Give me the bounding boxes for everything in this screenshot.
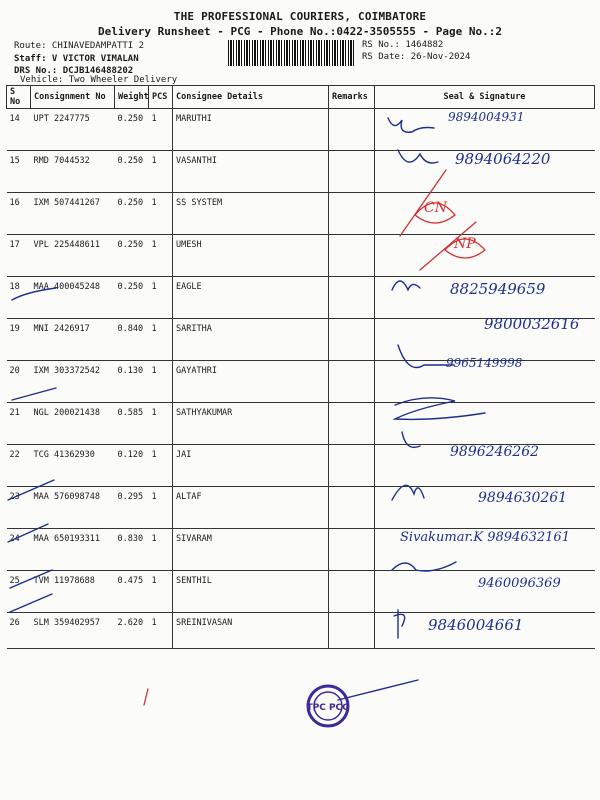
row-pcs: 1	[149, 319, 173, 361]
row-consignee: SENTHIL	[173, 571, 329, 613]
row-weight: 0.250	[115, 277, 149, 319]
signature-scribble	[392, 485, 424, 500]
red-mark	[144, 689, 148, 705]
handwritten-phone: 9896246262	[450, 444, 540, 460]
row-consignee: UMESH	[173, 235, 329, 277]
margin-tick	[10, 570, 52, 588]
row-pcs: 1	[149, 529, 173, 571]
vehicle-label: Vehicle: Two Wheeler Delivery	[20, 75, 178, 85]
row-consignment: MAA 400045248	[31, 277, 115, 319]
row-consignment: IXM 507441267	[31, 193, 115, 235]
row-pcs: 1	[149, 487, 173, 529]
runsheet-subtitle: Delivery Runsheet - PCG - Phone No.:0422-3505555 - Page No.:2	[98, 25, 502, 38]
col-header-remarks: Remarks	[329, 86, 375, 109]
row-weight: 0.120	[115, 445, 149, 487]
row-weight: 0.130	[115, 361, 149, 403]
row-weight: 2.620	[115, 613, 149, 649]
signature-scribble	[392, 562, 456, 571]
row-weight: 0.250	[115, 193, 149, 235]
row-weight: 0.840	[115, 319, 149, 361]
row-consignment: SLM 359402957	[31, 613, 115, 649]
row-consignee: EAGLE	[173, 277, 329, 319]
handwritten-phone: 9894630261	[478, 490, 568, 506]
handwritten-phone: 9846004661	[428, 616, 524, 634]
row-consignment: TVM 11978688	[31, 571, 115, 613]
handwritten-phone: 9894004931	[448, 110, 525, 124]
row-pcs: 1	[149, 109, 173, 151]
row-consignment: NGL 200021438	[31, 403, 115, 445]
row-sno: 23	[7, 487, 31, 529]
row-weight: 0.830	[115, 529, 149, 571]
row-pcs: 1	[149, 445, 173, 487]
signature-scribble	[398, 150, 438, 163]
pen-stroke	[338, 680, 418, 700]
row-pcs: 1	[149, 613, 173, 649]
handwritten-remark-cn: CN	[424, 200, 447, 216]
col-header-pcs: PCS	[149, 86, 173, 109]
row-pcs: 1	[149, 151, 173, 193]
row-consignee: SS SYSTEM	[173, 193, 329, 235]
rs-date: RS Date: 26-Nov-2024	[362, 52, 471, 62]
signature-scribble	[402, 432, 420, 447]
signature-scribble	[395, 398, 485, 420]
col-header-signature: Seal & Signature	[375, 86, 595, 109]
handwritten-phone: 9460096369	[478, 576, 561, 591]
row-weight: 0.475	[115, 571, 149, 613]
row-sno: 18	[7, 277, 31, 319]
margin-tick	[8, 524, 48, 542]
row-sno: 26	[7, 613, 31, 649]
col-header-sno: S No	[7, 86, 31, 109]
row-consignment: MAA 576098748	[31, 487, 115, 529]
row-sno: 24	[7, 529, 31, 571]
signature-scribble	[388, 118, 434, 132]
row-consignee: MARUTHI	[173, 109, 329, 151]
col-header-weight: Weight	[115, 86, 149, 109]
handwritten-signature: Sivakumar.K 9894632161	[400, 530, 570, 545]
drs-label: DRS No.: DCJB146488202	[14, 66, 134, 76]
staff-label: Staff: V VICTOR VIMALAN	[14, 54, 139, 64]
row-consignment: TCG 41362930	[31, 445, 115, 487]
handwritten-phone: 9800032616	[484, 315, 580, 333]
row-sno: 17	[7, 235, 31, 277]
row-consignee: GAYATHRI	[173, 361, 329, 403]
col-header-consignment: Consignment No	[31, 86, 115, 109]
handwritten-phone: 9965149998	[446, 356, 523, 370]
margin-tick	[12, 288, 56, 300]
row-sno: 25	[7, 571, 31, 613]
row-pcs: 1	[149, 235, 173, 277]
row-weight: 0.250	[115, 235, 149, 277]
row-pcs: 1	[149, 403, 173, 445]
route-label: Route: CHINAVEDAMPATTI 2	[14, 41, 145, 51]
row-weight: 0.295	[115, 487, 149, 529]
margin-tick	[10, 594, 52, 612]
row-weight: 0.250	[115, 151, 149, 193]
row-consignment: RMD 7044532	[31, 151, 115, 193]
row-weight: 0.585	[115, 403, 149, 445]
company-title: THE PROFESSIONAL COURIERS, COIMBATORE	[173, 10, 427, 23]
row-consignee: SARITHA	[173, 319, 329, 361]
handwritten-remark-np: NP	[454, 236, 476, 252]
row-sno: 22	[7, 445, 31, 487]
row-pcs: 1	[149, 361, 173, 403]
row-pcs: 1	[149, 277, 173, 319]
row-sno: 21	[7, 403, 31, 445]
row-consignee: ALTAF	[173, 487, 329, 529]
row-consignment: VPL 225448611	[31, 235, 115, 277]
stamp-text: TPC PCG	[306, 703, 350, 713]
row-consignee: VASANTHI	[173, 151, 329, 193]
row-pcs: 1	[149, 193, 173, 235]
row-consignment: MNI 2426917	[31, 319, 115, 361]
signature-scribble	[394, 610, 405, 638]
row-sno: 15	[7, 151, 31, 193]
handwritten-phone: 8825949659	[450, 280, 546, 298]
handwritten-phone: 9894064220	[455, 150, 551, 168]
courier-stamp	[306, 686, 349, 726]
row-pcs: 1	[149, 571, 173, 613]
signature-scribble	[392, 281, 420, 290]
row-consignment: UPT 2247775	[31, 109, 115, 151]
row-weight: 0.250	[115, 109, 149, 151]
row-sno: 20	[7, 361, 31, 403]
row-consignee: JAI	[173, 445, 329, 487]
row-sno: 16	[7, 193, 31, 235]
row-sno: 14	[7, 109, 31, 151]
row-sno: 19	[7, 319, 31, 361]
row-consignee: SIVARAM	[173, 529, 329, 571]
row-consignee: SREINIVASAN	[173, 613, 329, 649]
row-consignment: MAA 650193311	[31, 529, 115, 571]
row-consignee: SATHYAKUMAR	[173, 403, 329, 445]
col-header-consignee: Consignee Details	[173, 86, 329, 109]
margin-tick	[12, 388, 56, 400]
margin-tick	[8, 480, 54, 500]
rs-number: RS No.: 1464882	[362, 40, 444, 50]
row-consignment: IXM 303372542	[31, 361, 115, 403]
